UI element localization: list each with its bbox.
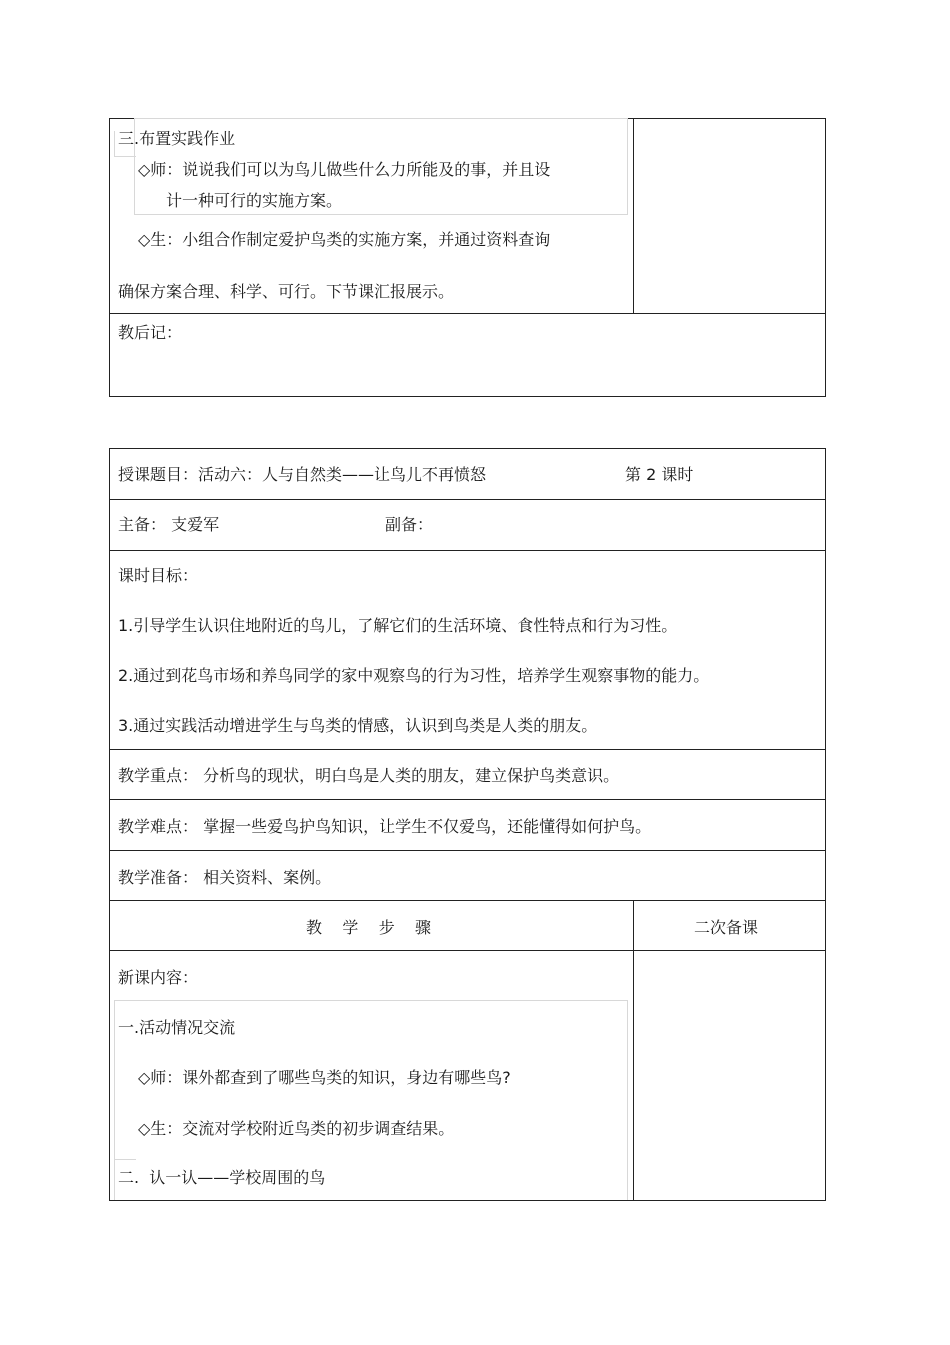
after-class-notes-label: 教后记：	[118, 323, 183, 342]
section-3-title: 三.布置实践作业	[118, 129, 236, 148]
text-frame-decoration	[114, 1050, 136, 1160]
student-answer: ◇生：交流对学校附近鸟类的初步调查结果。	[138, 1119, 455, 1138]
row-divider	[109, 799, 826, 800]
teaching-difficulty: 教学难点： 掌握一些爱鸟护鸟知识，让学生不仅爱鸟，还能懂得如何护鸟。	[118, 817, 652, 836]
assistant-preparer: 副备：	[385, 515, 434, 534]
objectives-label: 课时目标：	[118, 566, 199, 585]
teaching-key-point: 教学重点： 分析鸟的现状，明白鸟是人类的朋友，建立保护鸟类意识。	[118, 766, 620, 785]
row-divider	[109, 749, 826, 750]
teaching-preparation: 教学准备： 相关资料、案例。	[118, 868, 332, 887]
student-task-line: 确保方案合理、科学、可行。下节课汇报展示。	[118, 282, 455, 301]
teacher-instruction-line: 计一种可行的实施方案。	[166, 191, 343, 210]
teacher-instruction-line: ◇师：说说我们可以为鸟儿做些什么力所能及的事，并且设	[138, 160, 551, 179]
objective-item: 1.引导学生认识住地附近的鸟儿，了解它们的生活环境、食性特点和行为习性。	[118, 616, 678, 635]
second-preparation-header: 二次备课	[694, 918, 759, 937]
teaching-steps-header: 教 学 步 骤	[306, 918, 432, 937]
lesson-number: 第 2 课时	[625, 465, 694, 484]
new-content-label: 新课内容：	[118, 968, 199, 987]
objective-item: 2.通过到花鸟市场和养鸟同学的家中观察鸟的行为习性，培养学生观察事物的能力。	[118, 666, 710, 685]
teacher-question: ◇师：课外都查到了哪些鸟类的知识，身边有哪些鸟?	[138, 1068, 511, 1087]
row-divider	[109, 550, 826, 551]
student-task-line: ◇生：小组合作制定爱护鸟类的实施方案，并通过资料查询	[138, 230, 551, 249]
row-divider	[109, 900, 826, 901]
row-divider	[109, 950, 826, 951]
column-divider	[633, 900, 634, 1201]
section-1-title: 一.活动情况交流	[118, 1018, 236, 1037]
row-divider	[109, 499, 826, 500]
objective-item: 3.通过实践活动增进学生与鸟类的情感，认识到鸟类是人类的朋友。	[118, 716, 598, 735]
row-divider	[109, 313, 826, 314]
main-preparer: 主备： 支爱军	[118, 515, 220, 534]
lesson-topic: 授课题目：活动六：人与自然类——让鸟儿不再愤怒	[118, 465, 487, 484]
section-2-title: 二. 认一认——学校周围的鸟	[118, 1168, 326, 1187]
column-divider	[633, 118, 634, 314]
row-divider	[109, 850, 826, 851]
